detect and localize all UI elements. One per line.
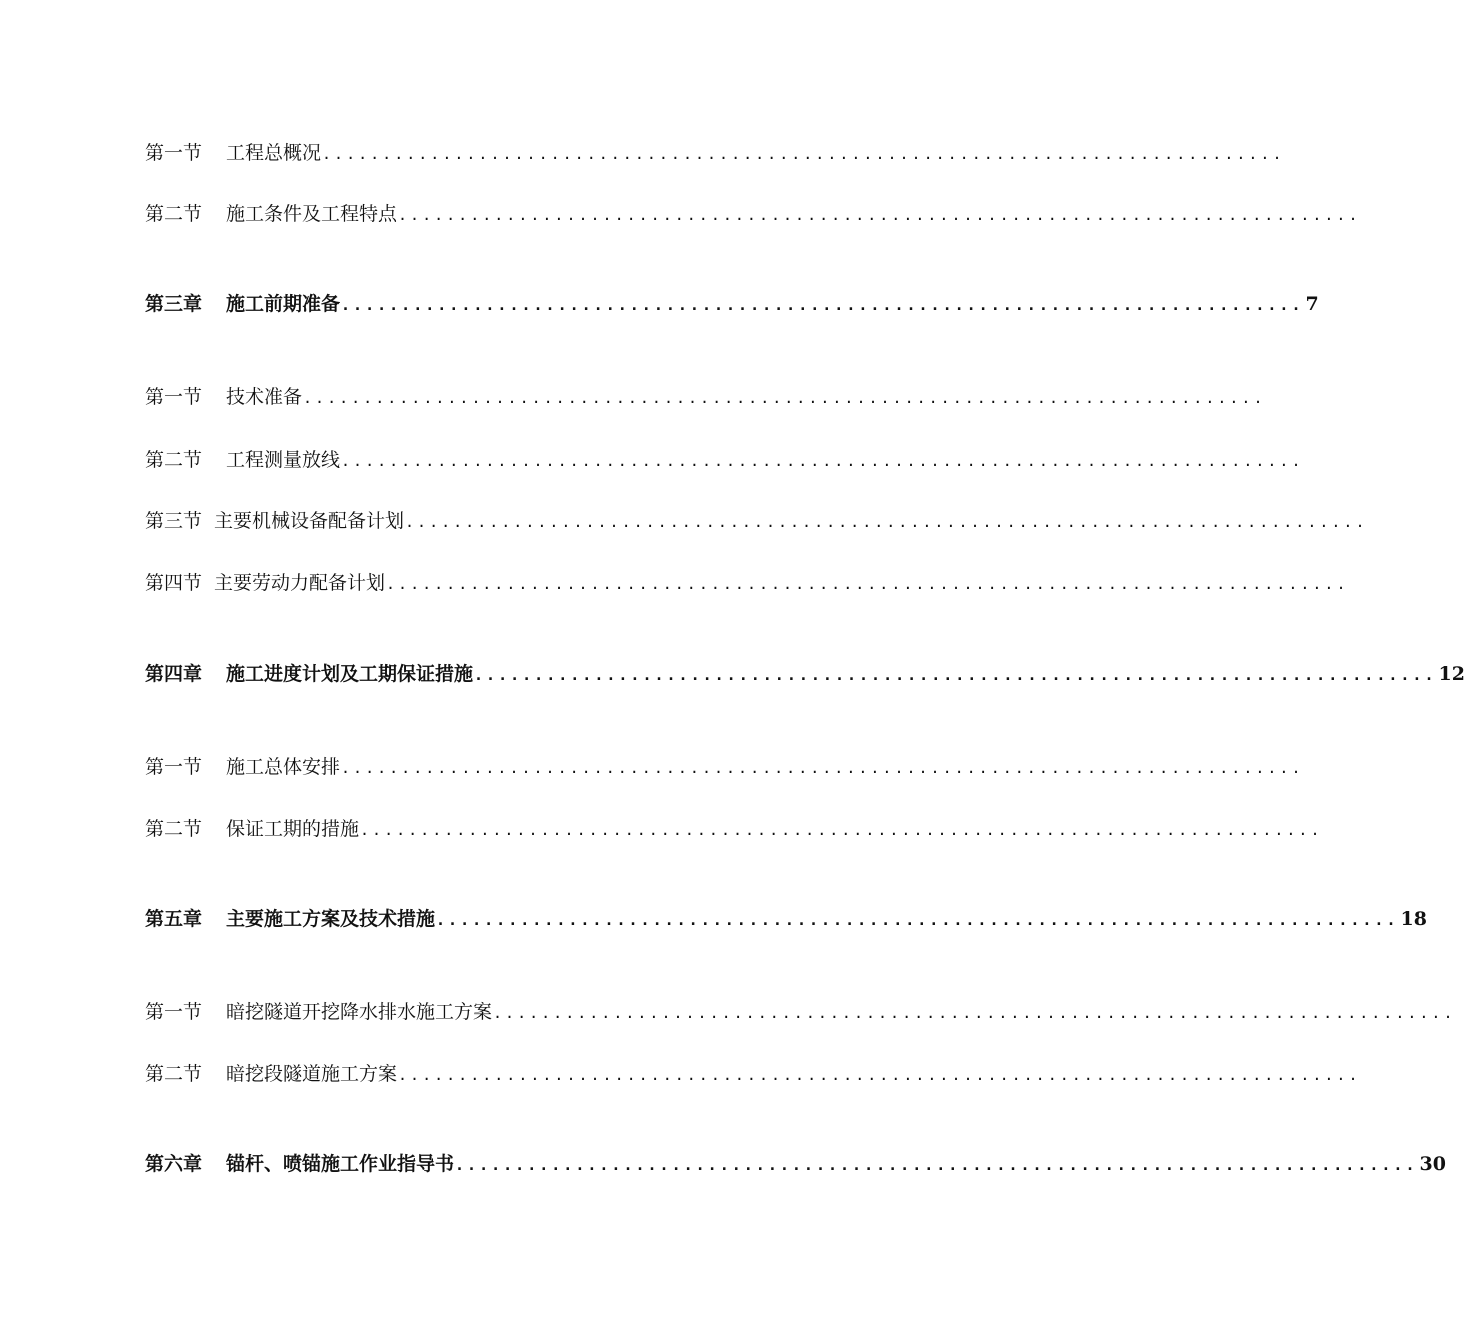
dot-leader: ................................................................................ <box>493 1004 1456 1022</box>
entry-number: 第四节 <box>145 572 203 594</box>
toc-entry[interactable] <box>145 569 1349 597</box>
entry-title: 暗挖段隧道施工方案 <box>226 1063 398 1085</box>
entry-title: 工程测量放线 <box>226 449 341 471</box>
dot-leader: ................................................................................ <box>398 1066 1361 1084</box>
entry-number: 第一节 <box>145 386 203 408</box>
toc-entry[interactable] <box>145 446 1304 474</box>
entry-number: 第二节 <box>145 449 203 471</box>
entry-number: 第三节 <box>145 510 203 532</box>
toc-entry[interactable] <box>145 507 1368 535</box>
entry-title: 技术准备 <box>226 386 303 408</box>
entry-title: 工程总概况 <box>226 142 322 164</box>
entry-number: 第一节 <box>145 756 203 778</box>
entry-number: 第二节 <box>145 203 203 225</box>
dot-leader: ................................................................................ <box>398 206 1361 224</box>
toc-entry[interactable] <box>145 383 1266 411</box>
entry-page: 7 <box>1305 293 1319 315</box>
entry-title: 保证工期的措施 <box>226 818 360 840</box>
entry-title: 锚杆、喷锚施工作业指导书 <box>226 1153 455 1175</box>
toc-entry[interactable] <box>145 200 1361 228</box>
entry-number: 第二节 <box>145 818 203 840</box>
dot-leader: ................................................................................ <box>303 389 1266 407</box>
entry-title: 暗挖隧道开挖降水排水施工方案 <box>226 1001 493 1023</box>
dot-leader: ................................................................................ <box>405 513 1368 531</box>
toc-entry[interactable] <box>145 905 1427 933</box>
entry-number: 第六章 <box>145 1153 203 1175</box>
entry-number: 第二节 <box>145 1063 203 1085</box>
dot-leader: ................................................................................ <box>455 1156 1418 1174</box>
entry-title: 施工前期准备 <box>226 293 341 315</box>
dot-leader: ................................................................................ <box>341 759 1304 777</box>
entry-number: 第四章 <box>145 663 203 685</box>
entry-title: 施工条件及工程特点 <box>226 203 398 225</box>
entry-title: 施工总体安排 <box>226 756 341 778</box>
toc-entry[interactable] <box>145 139 1285 167</box>
toc-entry[interactable] <box>145 815 1323 843</box>
entry-page: 30 <box>1419 1153 1446 1175</box>
dot-leader: ................................................................................ <box>341 452 1304 470</box>
entry-title: 施工进度计划及工期保证措施 <box>226 663 474 685</box>
toc-entry[interactable] <box>145 660 1465 688</box>
entry-number: 第一节 <box>145 142 203 164</box>
dot-leader: ................................................................................ <box>436 911 1399 929</box>
entry-number: 第三章 <box>145 293 203 315</box>
entry-title: 主要施工方案及技术措施 <box>226 908 436 930</box>
entry-page: 18 <box>1400 908 1427 930</box>
dot-leader: ................................................................................ <box>386 575 1349 593</box>
toc-entry[interactable] <box>145 998 1456 1026</box>
entry-number: 第一节 <box>145 1001 203 1023</box>
entry-title: 主要劳动力配备计划 <box>214 572 386 594</box>
toc-entry[interactable] <box>145 1150 1446 1178</box>
entry-page: 12 <box>1438 663 1465 685</box>
dot-leader: ................................................................................ <box>322 145 1285 163</box>
toc-entry[interactable] <box>145 753 1304 781</box>
toc-entry[interactable] <box>145 290 1319 318</box>
entry-title: 主要机械设备配备计划 <box>214 510 405 532</box>
entry-number: 第五章 <box>145 908 203 930</box>
dot-leader: ................................................................................ <box>341 296 1304 314</box>
dot-leader: ................................................................................ <box>474 666 1437 684</box>
dot-leader: ................................................................................ <box>360 821 1323 839</box>
toc-entry[interactable] <box>145 1060 1361 1088</box>
